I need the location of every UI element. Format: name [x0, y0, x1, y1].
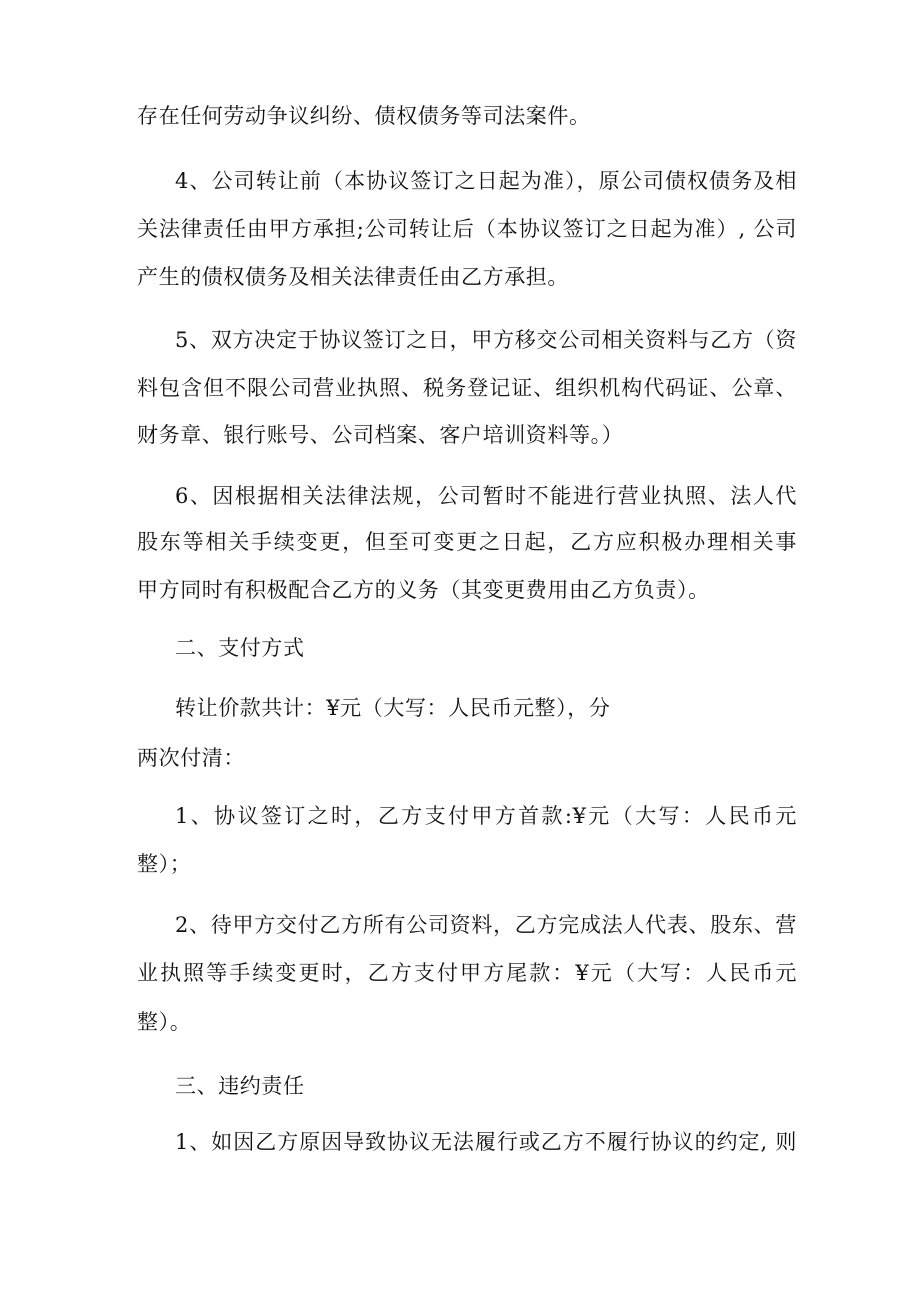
- text-line: 关法律责任由甲方承担;公司转让后（本协议签订之日起为准）, 公司: [137, 217, 797, 241]
- text-line: 整）。: [137, 1010, 192, 1034]
- text-line: 甲方同时有积极配合乙方的义务（其变更费用由乙方负责）。: [137, 578, 710, 602]
- text-line: 股东等相关手续变更，但至可变更之日起，乙方应积极办理相关事: [137, 530, 797, 554]
- text-line: 1、如因乙方原因导致协议无法履行或乙方不履行协议的约定, 则: [175, 1130, 797, 1154]
- text-line: 两次付清：: [137, 746, 245, 770]
- text-line: 财务章、银行账号、公司档案、客户培训资料等。）: [137, 423, 624, 447]
- text-line: 4、公司转让前（本协议签订之日起为准），原公司债权债务及相: [175, 169, 797, 193]
- text-line: 转让价款共计：¥元（大写：人民币元整），分: [175, 696, 611, 720]
- text-line: 整）；: [137, 852, 192, 876]
- text-line: 5、双方决定于协议签订之日，甲方移交公司相关资料与乙方（资: [175, 328, 797, 352]
- section-heading: 二、支付方式: [175, 636, 305, 660]
- text-line: 业执照等手续变更时，乙方支付甲方尾款：¥元（大写：人民币元: [137, 961, 797, 985]
- text-line: 6、因根据相关法律法规，公司暂时不能进行营业执照、法人代: [175, 484, 797, 508]
- text-line: 1、协议签订之时，乙方支付甲方首款:¥元（大写：人民币元: [175, 804, 797, 828]
- text-line: 2、待甲方交付乙方所有公司资料，乙方完成法人代表、股东、营: [175, 913, 797, 937]
- text-line: 产生的债权债务及相关法律责任由乙方承担。: [137, 265, 569, 289]
- section-heading: 三、违约责任: [175, 1074, 305, 1098]
- text-line: 存在任何劳动争议纠纷、债权债务等司法案件。: [137, 104, 591, 128]
- text-line: 料包含但不限公司营业执照、税务登记证、组织机构代码证、公章、: [137, 376, 797, 400]
